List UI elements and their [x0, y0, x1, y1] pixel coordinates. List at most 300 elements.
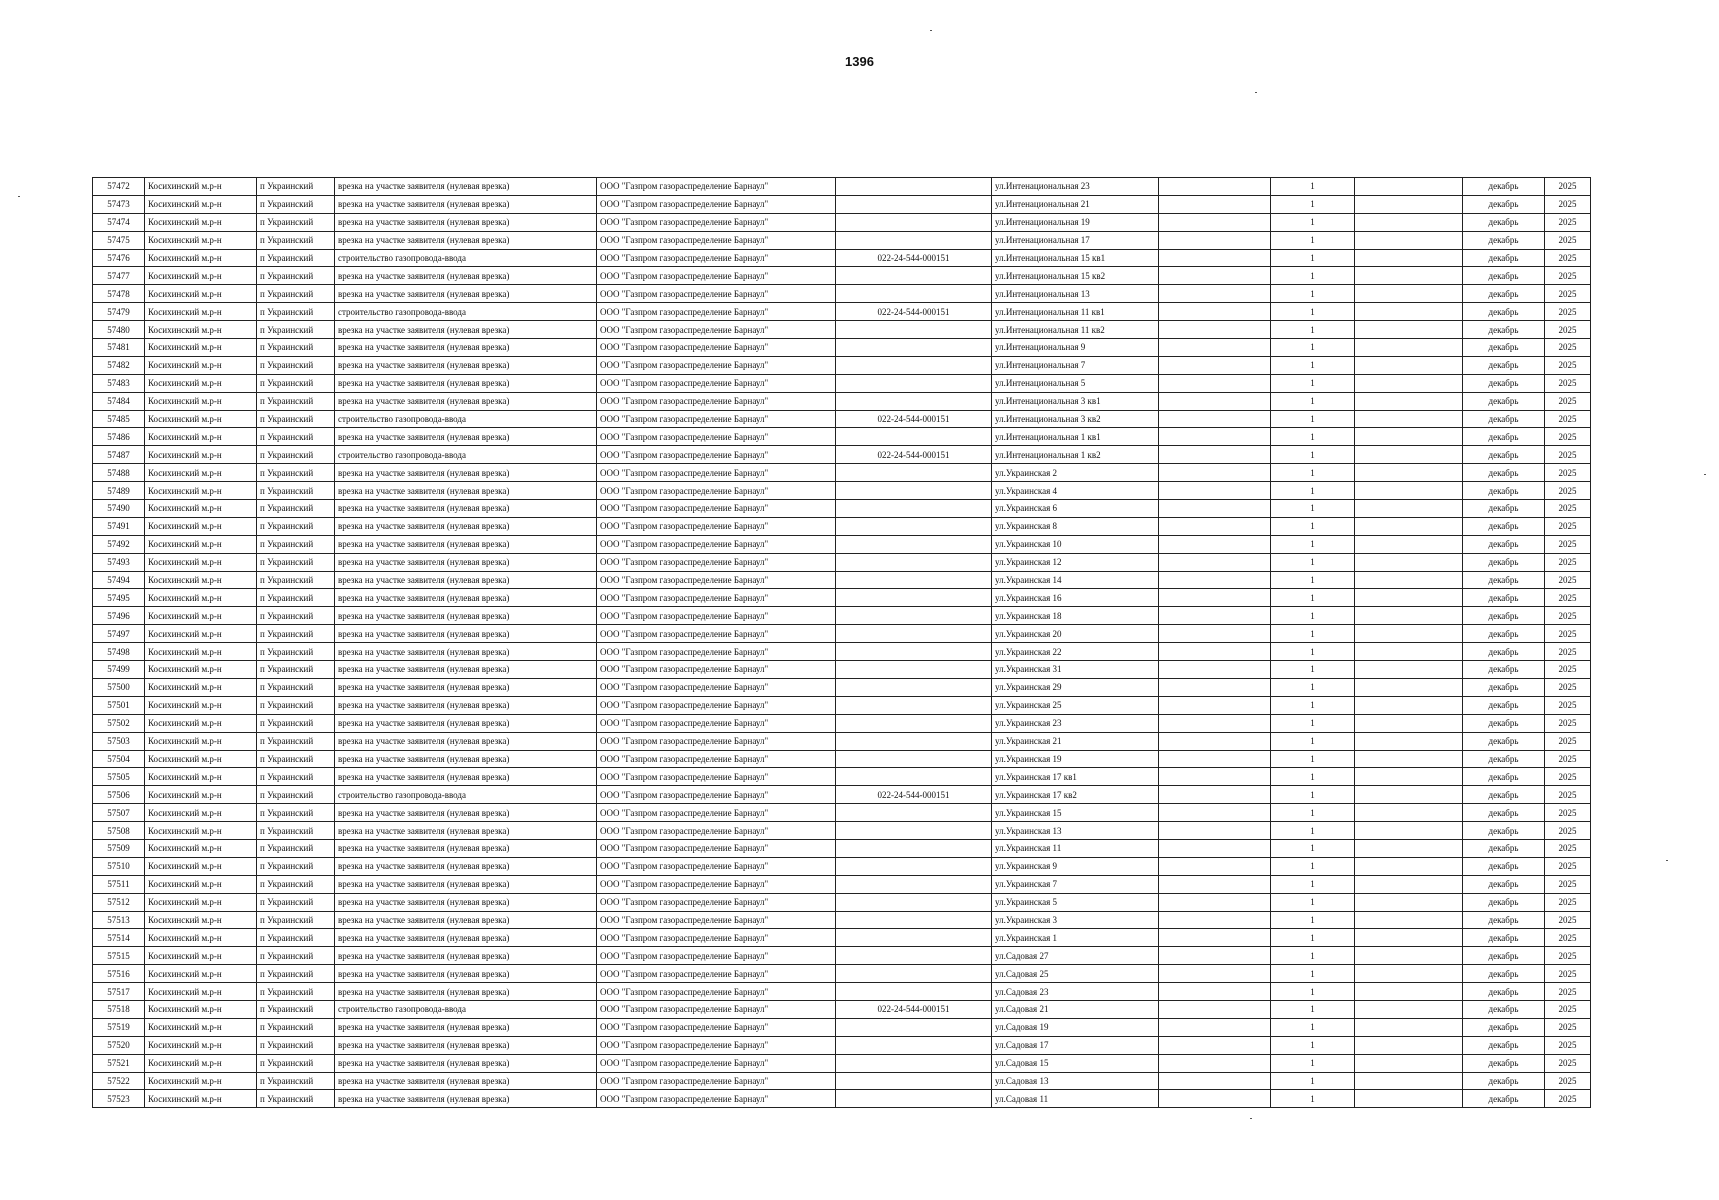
work-type-cell: строительство газопровода-ввода [335, 410, 597, 428]
settlement-cell: п Украинский [257, 714, 335, 732]
address-cell: ул.Украинская 29 [992, 678, 1159, 696]
district-cell: Косихинский м.р-н [145, 195, 257, 213]
year-cell: 2025 [1545, 535, 1591, 553]
empty-col-cell [1355, 678, 1463, 696]
work-type-cell: врезка на участке заявителя (нулевая врезка) [335, 464, 597, 482]
quantity-cell: 1 [1271, 947, 1355, 965]
project-code-cell [836, 857, 992, 875]
district-cell: Косихинский м.р-н [145, 661, 257, 679]
empty-col-cell [1355, 929, 1463, 947]
table-row [93, 267, 1591, 285]
table-row [93, 178, 1591, 196]
empty-col-cell [1159, 1018, 1271, 1036]
quantity-cell: 1 [1271, 768, 1355, 786]
row-number-cell: 57487 [93, 446, 145, 464]
empty-col-cell [1159, 553, 1271, 571]
year-cell: 2025 [1545, 857, 1591, 875]
district-cell: Косихинский м.р-н [145, 1072, 257, 1090]
work-type-cell: врезка на участке заявителя (нулевая врезка) [335, 339, 597, 357]
project-code-cell: 022-24-544-000151 [836, 303, 992, 321]
organization-cell: ООО "Газпром газораспределение Барнаул" [597, 678, 836, 696]
table-row [93, 356, 1591, 374]
district-cell: Косихинский м.р-н [145, 339, 257, 357]
work-type-cell: врезка на участке заявителя (нулевая врезка) [335, 983, 597, 1001]
project-code-cell: 022-24-544-000151 [836, 249, 992, 267]
row-number-cell: 57506 [93, 786, 145, 804]
month-cell: декабрь [1463, 857, 1545, 875]
empty-col-cell [1355, 1018, 1463, 1036]
month-cell: декабрь [1463, 446, 1545, 464]
table-row [93, 1000, 1591, 1018]
row-number-cell: 57492 [93, 535, 145, 553]
empty-col-cell [1159, 374, 1271, 392]
month-cell: декабрь [1463, 947, 1545, 965]
organization-cell: ООО "Газпром газораспределение Барнаул" [597, 517, 836, 535]
year-cell: 2025 [1545, 1036, 1591, 1054]
project-code-cell [836, 607, 992, 625]
quantity-cell: 1 [1271, 535, 1355, 553]
quantity-cell: 1 [1271, 321, 1355, 339]
address-cell: ул.Интенациональная 3 кв1 [992, 392, 1159, 410]
row-number-cell: 57512 [93, 893, 145, 911]
month-cell: декабрь [1463, 1018, 1545, 1036]
table-row [93, 303, 1591, 321]
empty-col-cell [1159, 249, 1271, 267]
month-cell: декабрь [1463, 1090, 1545, 1108]
project-code-cell [836, 661, 992, 679]
month-cell: декабрь [1463, 1054, 1545, 1072]
district-cell: Косихинский м.р-н [145, 1036, 257, 1054]
month-cell: декабрь [1463, 983, 1545, 1001]
table-row [93, 768, 1591, 786]
settlement-cell: п Украинский [257, 732, 335, 750]
work-type-cell: врезка на участке заявителя (нулевая врезка) [335, 714, 597, 732]
address-cell: ул.Украинская 15 [992, 804, 1159, 822]
work-type-cell: строительство газопровода-ввода [335, 1000, 597, 1018]
work-type-cell: врезка на участке заявителя (нулевая врезка) [335, 661, 597, 679]
project-code-cell [836, 1072, 992, 1090]
row-number-cell: 57489 [93, 482, 145, 500]
address-cell: ул.Украинская 18 [992, 607, 1159, 625]
row-number-cell: 57523 [93, 1090, 145, 1108]
table-row [93, 464, 1591, 482]
row-number-cell: 57515 [93, 947, 145, 965]
row-number-cell: 57508 [93, 822, 145, 840]
empty-col-cell [1159, 231, 1271, 249]
year-cell: 2025 [1545, 804, 1591, 822]
settlement-cell: п Украинский [257, 857, 335, 875]
settlement-cell: п Украинский [257, 750, 335, 768]
work-type-cell: врезка на участке заявителя (нулевая врезка) [335, 195, 597, 213]
quantity-cell: 1 [1271, 195, 1355, 213]
project-code-cell [836, 428, 992, 446]
district-cell: Косихинский м.р-н [145, 374, 257, 392]
empty-col-cell [1159, 1036, 1271, 1054]
year-cell: 2025 [1545, 321, 1591, 339]
empty-col-cell [1159, 464, 1271, 482]
table-row [93, 446, 1591, 464]
table-row [93, 428, 1591, 446]
project-code-cell [836, 482, 992, 500]
empty-col-cell [1355, 965, 1463, 983]
empty-col-cell [1159, 875, 1271, 893]
empty-col-cell [1159, 482, 1271, 500]
work-type-cell: врезка на участке заявителя (нулевая врезка) [335, 822, 597, 840]
empty-col-cell [1159, 410, 1271, 428]
project-code-cell [836, 893, 992, 911]
district-cell: Косихинский м.р-н [145, 875, 257, 893]
district-cell: Косихинский м.р-н [145, 1000, 257, 1018]
address-cell: ул.Украинская 19 [992, 750, 1159, 768]
district-cell: Косихинский м.р-н [145, 714, 257, 732]
project-code-cell [836, 732, 992, 750]
work-type-cell: врезка на участке заявителя (нулевая врезка) [335, 839, 597, 857]
settlement-cell: п Украинский [257, 356, 335, 374]
row-number-cell: 57498 [93, 643, 145, 661]
work-type-cell: врезка на участке заявителя (нулевая врезка) [335, 178, 597, 196]
quantity-cell: 1 [1271, 804, 1355, 822]
project-code-cell [836, 553, 992, 571]
district-cell: Косихинский м.р-н [145, 231, 257, 249]
empty-col-cell [1355, 321, 1463, 339]
address-cell: ул.Садовая 25 [992, 965, 1159, 983]
row-number-cell: 57477 [93, 267, 145, 285]
district-cell: Косихинский м.р-н [145, 178, 257, 196]
organization-cell: ООО "Газпром газораспределение Барнаул" [597, 661, 836, 679]
organization-cell: ООО "Газпром газораспределение Барнаул" [597, 178, 836, 196]
empty-col-cell [1159, 589, 1271, 607]
table-row [93, 857, 1591, 875]
work-type-cell: врезка на участке заявителя (нулевая врезка) [335, 893, 597, 911]
table-row [93, 822, 1591, 840]
organization-cell: ООО "Газпром газораспределение Барнаул" [597, 571, 836, 589]
settlement-cell: п Украинский [257, 285, 335, 303]
settlement-cell: п Украинский [257, 589, 335, 607]
settlement-cell: п Украинский [257, 965, 335, 983]
empty-col-cell [1159, 857, 1271, 875]
district-cell: Косихинский м.р-н [145, 464, 257, 482]
empty-col-cell [1159, 643, 1271, 661]
organization-cell: ООО "Газпром газораспределение Барнаул" [597, 893, 836, 911]
empty-col-cell [1159, 535, 1271, 553]
settlement-cell: п Украинский [257, 339, 335, 357]
month-cell: декабрь [1463, 822, 1545, 840]
organization-cell: ООО "Газпром газораспределение Барнаул" [597, 213, 836, 231]
settlement-cell: п Украинский [257, 410, 335, 428]
quantity-cell: 1 [1271, 517, 1355, 535]
address-cell: ул.Садовая 19 [992, 1018, 1159, 1036]
settlement-cell: п Украинский [257, 625, 335, 643]
organization-cell: ООО "Газпром газораспределение Барнаул" [597, 249, 836, 267]
empty-col-cell [1355, 589, 1463, 607]
project-code-cell [836, 231, 992, 249]
table-row [93, 213, 1591, 231]
month-cell: декабрь [1463, 1072, 1545, 1090]
month-cell: декабрь [1463, 839, 1545, 857]
address-cell: ул.Интенациональная 3 кв2 [992, 410, 1159, 428]
empty-col-cell [1355, 661, 1463, 679]
organization-cell: ООО "Газпром газораспределение Барнаул" [597, 589, 836, 607]
quantity-cell: 1 [1271, 732, 1355, 750]
row-number-cell: 57479 [93, 303, 145, 321]
empty-col-cell [1355, 464, 1463, 482]
work-type-cell: врезка на участке заявителя (нулевая врезка) [335, 804, 597, 822]
year-cell: 2025 [1545, 178, 1591, 196]
work-type-cell: врезка на участке заявителя (нулевая врезка) [335, 553, 597, 571]
settlement-cell: п Украинский [257, 303, 335, 321]
work-type-cell: врезка на участке заявителя (нулевая врезка) [335, 696, 597, 714]
settlement-cell: п Украинский [257, 321, 335, 339]
quantity-cell: 1 [1271, 965, 1355, 983]
address-cell: ул.Украинская 14 [992, 571, 1159, 589]
district-cell: Косихинский м.р-н [145, 517, 257, 535]
table-row [93, 1018, 1591, 1036]
row-number-cell: 57480 [93, 321, 145, 339]
month-cell: декабрь [1463, 535, 1545, 553]
work-type-cell: врезка на участке заявителя (нулевая врезка) [335, 231, 597, 249]
work-type-cell: врезка на участке заявителя (нулевая врезка) [335, 517, 597, 535]
empty-col-cell [1159, 428, 1271, 446]
empty-col-cell [1159, 1072, 1271, 1090]
organization-cell: ООО "Газпром газораспределение Барнаул" [597, 929, 836, 947]
quantity-cell: 1 [1271, 678, 1355, 696]
empty-col-cell [1355, 839, 1463, 857]
work-type-cell: врезка на участке заявителя (нулевая врезка) [335, 428, 597, 446]
address-cell: ул.Интенациональная 19 [992, 213, 1159, 231]
organization-cell: ООО "Газпром газораспределение Барнаул" [597, 804, 836, 822]
empty-col-cell [1159, 732, 1271, 750]
settlement-cell: п Украинский [257, 1054, 335, 1072]
organization-cell: ООО "Газпром газораспределение Барнаул" [597, 1054, 836, 1072]
month-cell: декабрь [1463, 374, 1545, 392]
project-code-cell [836, 625, 992, 643]
month-cell: декабрь [1463, 285, 1545, 303]
address-cell: ул.Украинская 25 [992, 696, 1159, 714]
address-cell: ул.Украинская 8 [992, 517, 1159, 535]
empty-col-cell [1159, 571, 1271, 589]
district-cell: Косихинский м.р-н [145, 804, 257, 822]
month-cell: декабрь [1463, 339, 1545, 357]
address-cell: ул.Садовая 21 [992, 1000, 1159, 1018]
district-cell: Косихинский м.р-н [145, 321, 257, 339]
empty-col-cell [1159, 500, 1271, 518]
year-cell: 2025 [1545, 356, 1591, 374]
year-cell: 2025 [1545, 589, 1591, 607]
work-type-cell: врезка на участке заявителя (нулевая врезка) [335, 929, 597, 947]
year-cell: 2025 [1545, 339, 1591, 357]
year-cell: 2025 [1545, 392, 1591, 410]
address-cell: ул.Украинская 10 [992, 535, 1159, 553]
row-number-cell: 57521 [93, 1054, 145, 1072]
district-cell: Косихинский м.р-н [145, 625, 257, 643]
settlement-cell: п Украинский [257, 231, 335, 249]
empty-col-cell [1159, 661, 1271, 679]
work-type-cell: врезка на участке заявителя (нулевая врезка) [335, 500, 597, 518]
district-cell: Косихинский м.р-н [145, 678, 257, 696]
row-number-cell: 57493 [93, 553, 145, 571]
organization-cell: ООО "Газпром газораспределение Барнаул" [597, 732, 836, 750]
empty-col-cell [1355, 1054, 1463, 1072]
empty-col-cell [1355, 535, 1463, 553]
table-row [93, 625, 1591, 643]
district-cell: Косихинский м.р-н [145, 356, 257, 374]
quantity-cell: 1 [1271, 178, 1355, 196]
district-cell: Косихинский м.р-н [145, 285, 257, 303]
work-type-cell: врезка на участке заявителя (нулевая врезка) [335, 482, 597, 500]
empty-col-cell [1355, 428, 1463, 446]
month-cell: декабрь [1463, 875, 1545, 893]
month-cell: декабрь [1463, 195, 1545, 213]
empty-col-cell [1355, 231, 1463, 249]
row-number-cell: 57519 [93, 1018, 145, 1036]
row-number-cell: 57495 [93, 589, 145, 607]
row-number-cell: 57474 [93, 213, 145, 231]
scan-speck [1255, 92, 1257, 93]
empty-col-cell [1159, 339, 1271, 357]
work-type-cell: врезка на участке заявителя (нулевая врезка) [335, 1054, 597, 1072]
quantity-cell: 1 [1271, 285, 1355, 303]
table-row [93, 786, 1591, 804]
address-cell: ул.Украинская 5 [992, 893, 1159, 911]
row-number-cell: 57486 [93, 428, 145, 446]
table-row [93, 374, 1591, 392]
address-cell: ул.Украинская 12 [992, 553, 1159, 571]
quantity-cell: 1 [1271, 356, 1355, 374]
organization-cell: ООО "Газпром газораспределение Барнаул" [597, 535, 836, 553]
project-code-cell [836, 571, 992, 589]
month-cell: декабрь [1463, 303, 1545, 321]
settlement-cell: п Украинский [257, 213, 335, 231]
table-row [93, 661, 1591, 679]
table-row [93, 249, 1591, 267]
settlement-cell: п Украинский [257, 983, 335, 1001]
settlement-cell: п Украинский [257, 643, 335, 661]
table-row [93, 482, 1591, 500]
year-cell: 2025 [1545, 643, 1591, 661]
row-number-cell: 57522 [93, 1072, 145, 1090]
settlement-cell: п Украинский [257, 535, 335, 553]
month-cell: декабрь [1463, 768, 1545, 786]
work-type-cell: врезка на участке заявителя (нулевая врезка) [335, 643, 597, 661]
work-type-cell: строительство газопровода-ввода [335, 786, 597, 804]
empty-col-cell [1159, 786, 1271, 804]
project-code-cell [836, 929, 992, 947]
district-cell: Косихинский м.р-н [145, 983, 257, 1001]
work-type-cell: врезка на участке заявителя (нулевая врезка) [335, 535, 597, 553]
empty-col-cell [1355, 517, 1463, 535]
quantity-cell: 1 [1271, 482, 1355, 500]
work-type-cell: врезка на участке заявителя (нулевая врезка) [335, 1090, 597, 1108]
address-cell: ул.Интенациональная 1 кв1 [992, 428, 1159, 446]
settlement-cell: п Украинский [257, 500, 335, 518]
row-number-cell: 57520 [93, 1036, 145, 1054]
work-type-cell: врезка на участке заявителя (нулевая врезка) [335, 947, 597, 965]
address-cell: ул.Интенациональная 15 кв2 [992, 267, 1159, 285]
project-code-cell [836, 285, 992, 303]
address-cell: ул.Интенациональная 5 [992, 374, 1159, 392]
work-type-cell: врезка на участке заявителя (нулевая врезка) [335, 750, 597, 768]
organization-cell: ООО "Газпром газораспределение Барнаул" [597, 696, 836, 714]
empty-col-cell [1159, 678, 1271, 696]
organization-cell: ООО "Газпром газораспределение Барнаул" [597, 1000, 836, 1018]
address-cell: ул.Интенациональная 1 кв2 [992, 446, 1159, 464]
empty-col-cell [1159, 983, 1271, 1001]
district-cell: Косихинский м.р-н [145, 643, 257, 661]
month-cell: декабрь [1463, 678, 1545, 696]
settlement-cell: п Украинский [257, 1090, 335, 1108]
row-number-cell: 57485 [93, 410, 145, 428]
table-row [93, 339, 1591, 357]
settlement-cell: п Украинский [257, 607, 335, 625]
district-cell: Косихинский м.р-н [145, 571, 257, 589]
month-cell: декабрь [1463, 607, 1545, 625]
project-code-cell [836, 947, 992, 965]
work-type-cell: врезка на участке заявителя (нулевая врезка) [335, 589, 597, 607]
month-cell: декабрь [1463, 464, 1545, 482]
table-row [93, 893, 1591, 911]
work-type-cell: врезка на участке заявителя (нулевая врезка) [335, 392, 597, 410]
row-number-cell: 57504 [93, 750, 145, 768]
empty-col-cell [1355, 500, 1463, 518]
address-cell: ул.Интенациональная 11 кв1 [992, 303, 1159, 321]
empty-col-cell [1159, 303, 1271, 321]
table-row [93, 195, 1591, 213]
table-row [93, 643, 1591, 661]
empty-col-cell [1355, 285, 1463, 303]
quantity-cell: 1 [1271, 839, 1355, 857]
settlement-cell: п Украинский [257, 822, 335, 840]
settlement-cell: п Украинский [257, 267, 335, 285]
scan-speck [1666, 860, 1668, 861]
address-cell: ул.Садовая 23 [992, 983, 1159, 1001]
table-row [93, 321, 1591, 339]
year-cell: 2025 [1545, 696, 1591, 714]
quantity-cell: 1 [1271, 303, 1355, 321]
district-cell: Косихинский м.р-н [145, 607, 257, 625]
empty-col-cell [1355, 1036, 1463, 1054]
table-row [93, 1054, 1591, 1072]
quantity-cell: 1 [1271, 339, 1355, 357]
empty-col-cell [1159, 750, 1271, 768]
quantity-cell: 1 [1271, 696, 1355, 714]
quantity-cell: 1 [1271, 464, 1355, 482]
quantity-cell: 1 [1271, 625, 1355, 643]
project-code-cell [836, 875, 992, 893]
work-type-cell: врезка на участке заявителя (нулевая врезка) [335, 857, 597, 875]
empty-col-cell [1355, 643, 1463, 661]
district-cell: Косихинский м.р-н [145, 857, 257, 875]
address-cell: ул.Интенациональная 11 кв2 [992, 321, 1159, 339]
month-cell: декабрь [1463, 178, 1545, 196]
settlement-cell: п Украинский [257, 678, 335, 696]
quantity-cell: 1 [1271, 553, 1355, 571]
address-cell: ул.Украинская 11 [992, 839, 1159, 857]
organization-cell: ООО "Газпром газораспределение Барнаул" [597, 643, 836, 661]
year-cell: 2025 [1545, 678, 1591, 696]
year-cell: 2025 [1545, 786, 1591, 804]
empty-col-cell [1355, 178, 1463, 196]
settlement-cell: п Украинский [257, 195, 335, 213]
month-cell: декабрь [1463, 267, 1545, 285]
quantity-cell: 1 [1271, 213, 1355, 231]
work-type-cell: врезка на участке заявителя (нулевая врезка) [335, 1036, 597, 1054]
year-cell: 2025 [1545, 249, 1591, 267]
quantity-cell: 1 [1271, 1018, 1355, 1036]
table-row [93, 500, 1591, 518]
month-cell: декабрь [1463, 517, 1545, 535]
quantity-cell: 1 [1271, 428, 1355, 446]
table-row [93, 714, 1591, 732]
